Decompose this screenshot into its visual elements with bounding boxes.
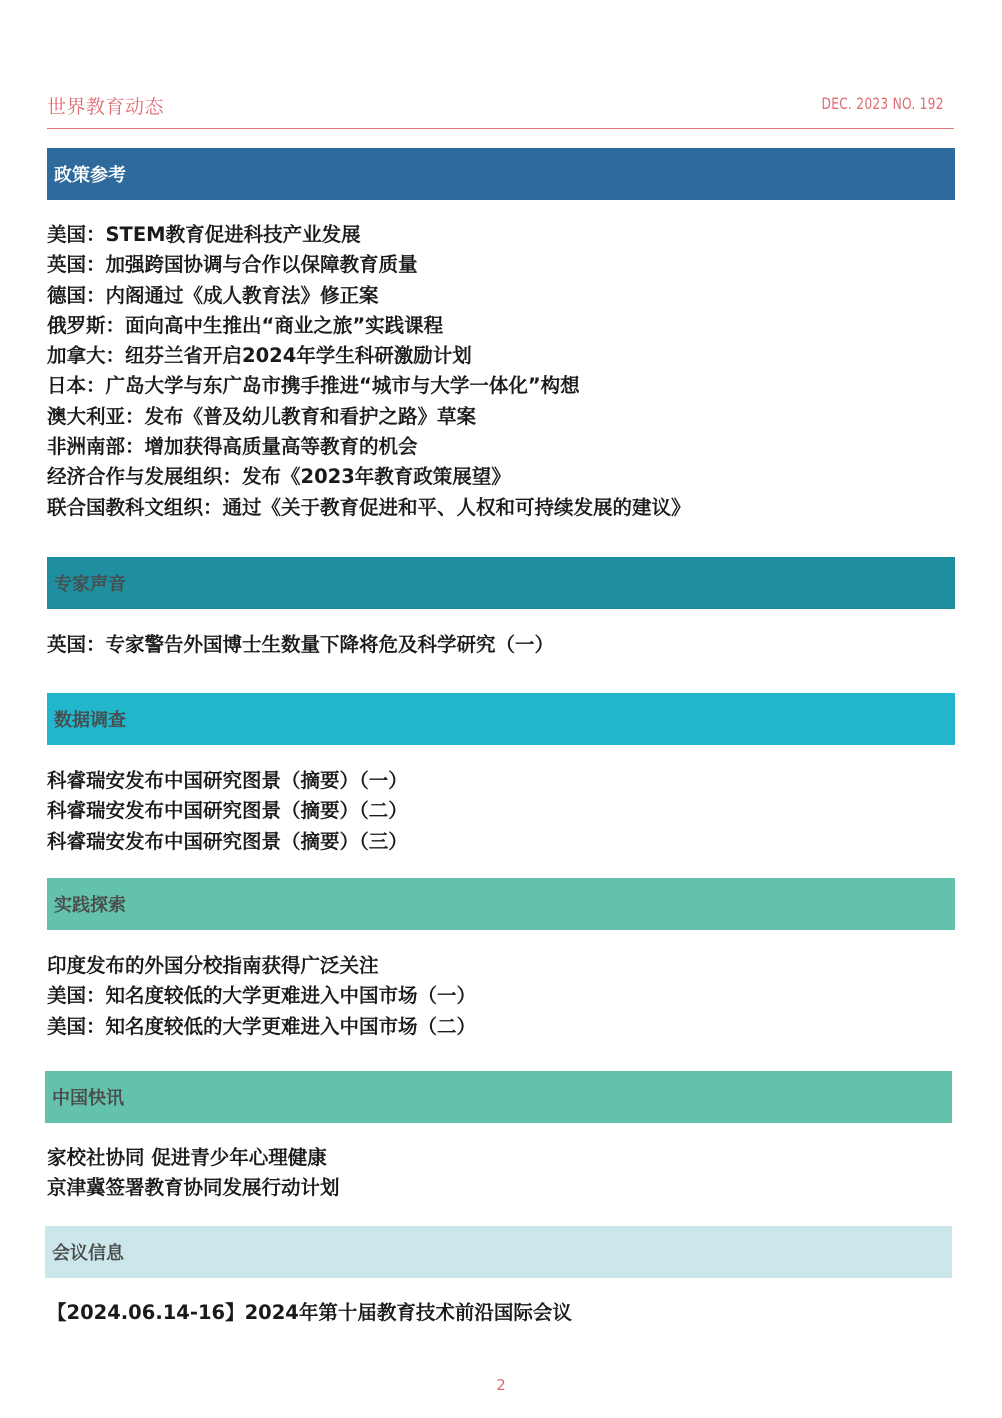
page-header [47, 88, 954, 129]
article-link[interactable]: 家校社协同 促进青少年心理健康 [47, 1146, 327, 1169]
article-link[interactable]: 【2024.06.14-16】2024年第十届教育技术前沿国际会议 [47, 1301, 572, 1324]
section-title: 会议信息 [52, 1243, 124, 1264]
article-link[interactable]: 科睿瑞安发布中国研究图景（摘要）（二） [47, 799, 408, 823]
section-title: 专家声音 [54, 574, 126, 595]
section-expert-list [47, 630, 554, 660]
section-practice-header [47, 878, 955, 930]
journal-title: 世界教育动态 [47, 96, 165, 118]
article-link[interactable]: 联合国教科文组织：通过《关于教育促进和平、人权和可持续发展的建议》 [47, 495, 691, 519]
section-data-header [47, 693, 955, 745]
section-title: 中国快讯 [52, 1088, 124, 1109]
section-china-news-list [47, 1143, 340, 1204]
section-expert-header [47, 557, 955, 609]
section-data-list [47, 766, 408, 857]
article-link[interactable]: 美国：知名度较低的大学更难进入中国市场（二） [47, 1014, 477, 1038]
article-link[interactable]: 澳大利亚：发布《普及幼儿教育和看护之路》草案 [47, 404, 477, 428]
section-policy-header [47, 148, 955, 200]
section-conference-header [45, 1226, 952, 1278]
article-link[interactable]: 经济合作与发展组织：发布《2023年教育政策展望》 [47, 465, 511, 489]
page-number: 2 [496, 1376, 506, 1394]
article-link[interactable]: 京津冀签署教育协同发展行动计划 [47, 1176, 340, 1200]
section-conference-list [47, 1298, 572, 1328]
section-practice-list [47, 951, 476, 1042]
article-link[interactable]: 美国：知名度较低的大学更难进入中国市场（一） [47, 984, 477, 1008]
section-title: 实践探索 [54, 895, 126, 916]
article-link[interactable]: 德国：内阁通过《成人教育法》修正案 [47, 283, 379, 307]
article-link[interactable]: 印度发布的外国分校指南获得广泛关注 [47, 954, 379, 977]
section-title: 政策参考 [54, 165, 126, 186]
section-china-news-header [45, 1071, 952, 1123]
section-title: 数据调查 [54, 710, 126, 731]
article-link[interactable]: 日本：广岛大学与东广岛市携手推进“城市与大学一体化”构想 [47, 374, 580, 398]
article-link[interactable]: 非洲南部：增加获得高质量高等教育的机会 [47, 435, 418, 459]
article-link[interactable]: 美国：STEM教育促进科技产业发展 [47, 223, 361, 246]
article-link[interactable]: 科睿瑞安发布中国研究图景（摘要）（一） [47, 769, 408, 792]
article-link[interactable]: 俄罗斯：面向高中生推出“商业之旅”实践课程 [47, 313, 444, 337]
article-link[interactable]: 加拿大：纽芬兰省开启2024年学生科研激励计划 [47, 344, 472, 368]
issue-label: DEC. 2023 NO. 192 [821, 94, 944, 113]
section-policy-list [47, 220, 691, 523]
article-link[interactable]: 英国：专家警告外国博士生数量下降将危及科学研究（一） [47, 633, 555, 656]
article-link[interactable]: 科睿瑞安发布中国研究图景（摘要）（三） [47, 829, 408, 853]
article-link[interactable]: 英国：加强跨国协调与合作以保障教育质量 [47, 253, 418, 277]
